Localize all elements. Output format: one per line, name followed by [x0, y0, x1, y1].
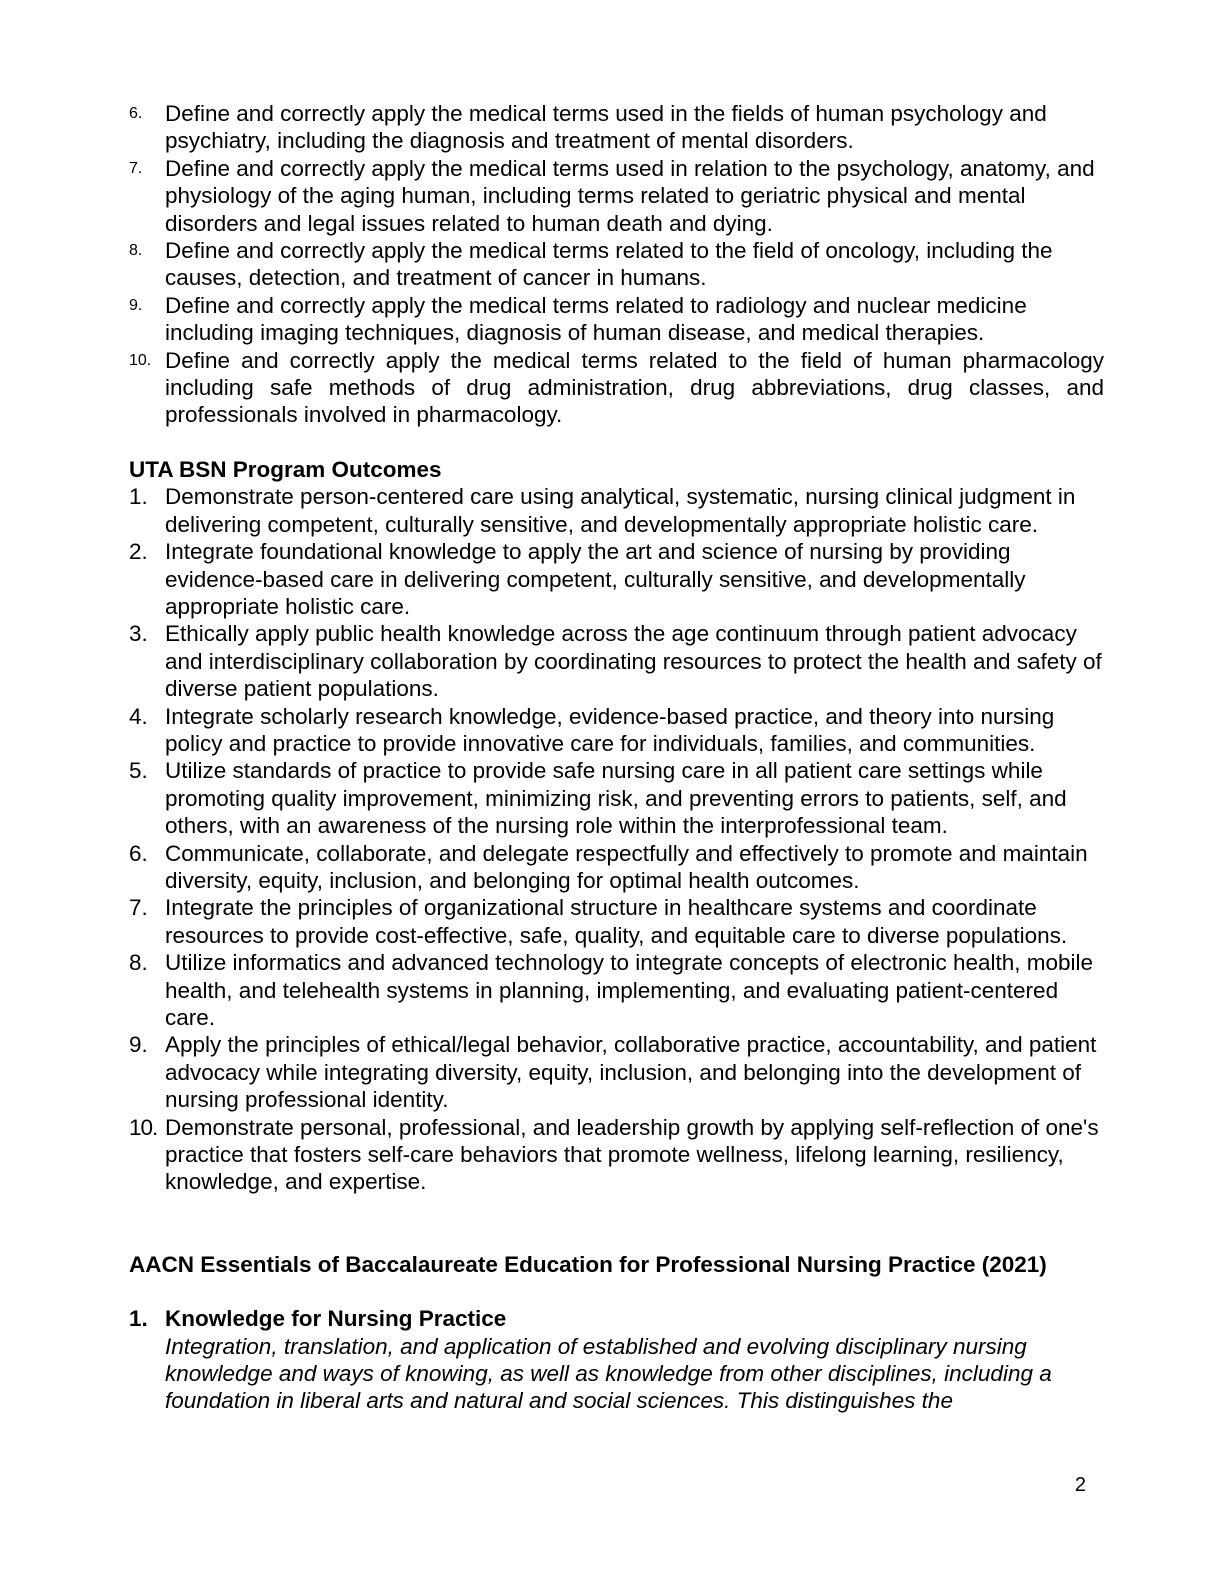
item-text: Utilize informatics and advanced technology to integrate concepts of electronic health, mobile health, and telehealth systems in planning, implementing, and evaluating patient-centered care.	[165, 950, 1094, 1030]
list-item	[129, 155, 1104, 237]
item-text: Integrate scholarly research knowledge, evidence-based practice, and theory into nursing policy and practice to provide innovative care for individuals, families, and communities.	[165, 703, 1055, 756]
list-item	[129, 757, 1104, 839]
list-item	[129, 538, 1104, 620]
item-text: Define and correctly apply the medical terms used in the fields of human psychology and psychiatry, including the diagnosis and treatment of mental disorders.	[165, 101, 1047, 154]
item-number: 6.	[129, 105, 143, 122]
list-item	[129, 949, 1104, 1031]
item-text: Define and correctly apply the medical terms used in relation to the psychology, anatomy, and physiology of the aging human, including terms related to geriatric physical and mental disorders and legal issues related to human death and dying.	[165, 155, 1095, 236]
list-item	[129, 100, 1104, 155]
item-number: 8.	[129, 242, 143, 260]
page-number: 2	[1074, 1474, 1086, 1496]
list-item	[129, 237, 1104, 292]
item-number: 6.	[129, 840, 148, 866]
item-text: Demonstrate personal, professional, and leadership growth by applying self-reflection of one's practice that fosters self-care behaviors that promote wellness, lifelong learning, resiliency, knowledge, and expertise.	[165, 1114, 1099, 1195]
content-column	[129, 100, 1104, 1415]
item-number: 10.	[129, 1114, 158, 1140]
item-number: 7.	[129, 895, 148, 921]
course-objectives-list	[129, 100, 1104, 429]
aacn-essentials-heading: AACN Essentials of Baccalaureate Education for Professional Nursing Practice (2021)	[129, 1251, 1047, 1277]
item-number: 5.	[129, 758, 148, 784]
list-item	[129, 620, 1104, 702]
item-text: Define and correctly apply the medical terms related to the field of oncology, including the causes, detection, and treatment of cancer in humans.	[165, 238, 1053, 291]
list-item	[129, 1031, 1104, 1113]
item-text: Ethically apply public health knowledge across the age continuum through patient advocacy and interdisciplinary collaboration by coordinating resources to protect the health and safety of diverse patient populations.	[165, 621, 1102, 702]
item-text: Define and correctly apply the medical terms related to the field of human pharmacology including safe methods of drug administration, drug abbreviations, drug classes, and professionals involved in pharmacology.	[165, 347, 1104, 428]
item-text: Integrate foundational knowledge to apply the art and science of nursing by providing evidence-based care in delivering competent, culturally sensitive, and developmentally appropriate holistic care.	[165, 539, 1026, 619]
item-number: 8.	[129, 950, 148, 976]
item-text: Define and correctly apply the medical terms related to radiology and nuclear medicine including imaging techniques, diagnosis of human disease, and medical therapies.	[165, 292, 1027, 346]
item-number: 7.	[129, 159, 143, 177]
list-item	[129, 1114, 1104, 1196]
item-number: 10.	[129, 351, 152, 369]
list-item	[129, 292, 1104, 347]
item-text: Communicate, collaborate, and delegate respectfully and effectively to promote and maintain diversity, equity, inclusion, and belonging for optimal health outcomes.	[165, 840, 1088, 893]
item-number: 1.	[129, 1306, 148, 1332]
item-number: 4.	[129, 703, 148, 729]
essential-heading: Knowledge for Nursing Practice	[165, 1306, 507, 1332]
program-outcomes-list	[129, 483, 1104, 1196]
item-text: Utilize standards of practice to provide safe nursing care in all patient care settings while promoting quality improvement, minimizing risk, and preventing errors to patients, self, and others, with an awareness of the nursing role within the interprofessional team.	[165, 758, 1067, 839]
item-number: 9.	[129, 296, 143, 314]
essential-description: Integration, translation, and application of established and evolving disciplinary nursing knowledge and ways of knowing, as well as knowledge from other disciplines, including a foundation in liberal arts and natural and social sciences. This distinguishes the	[165, 1333, 1052, 1414]
item-number: 1.	[129, 484, 148, 510]
item-number: 3.	[129, 621, 148, 647]
item-number: 9.	[129, 1032, 148, 1058]
list-item	[129, 1305, 1104, 1415]
item-text: Integrate the principles of organizational structure in healthcare systems and coordinate resources to provide cost-effective, safe, quality, and equitable care to diverse populations.	[165, 895, 1068, 948]
list-item	[129, 703, 1104, 758]
list-item	[129, 840, 1104, 895]
item-text: Demonstrate person-centered care using analytical, systematic, nursing clinical judgment in delivering competent, culturally sensitive, and developmentally appropriate holistic care.	[165, 484, 1076, 537]
list-item	[129, 483, 1104, 538]
program-outcomes-heading: UTA BSN Program Outcomes	[129, 456, 442, 482]
list-item	[129, 347, 1104, 429]
item-number: 2.	[129, 539, 148, 565]
list-item	[129, 894, 1104, 949]
item-text: Apply the principles of ethical/legal behavior, collaborative practice, accountability, and patient advocacy while integrating diversity, equity, inclusion, and belonging into the development of nursing professional identity.	[165, 1032, 1097, 1113]
